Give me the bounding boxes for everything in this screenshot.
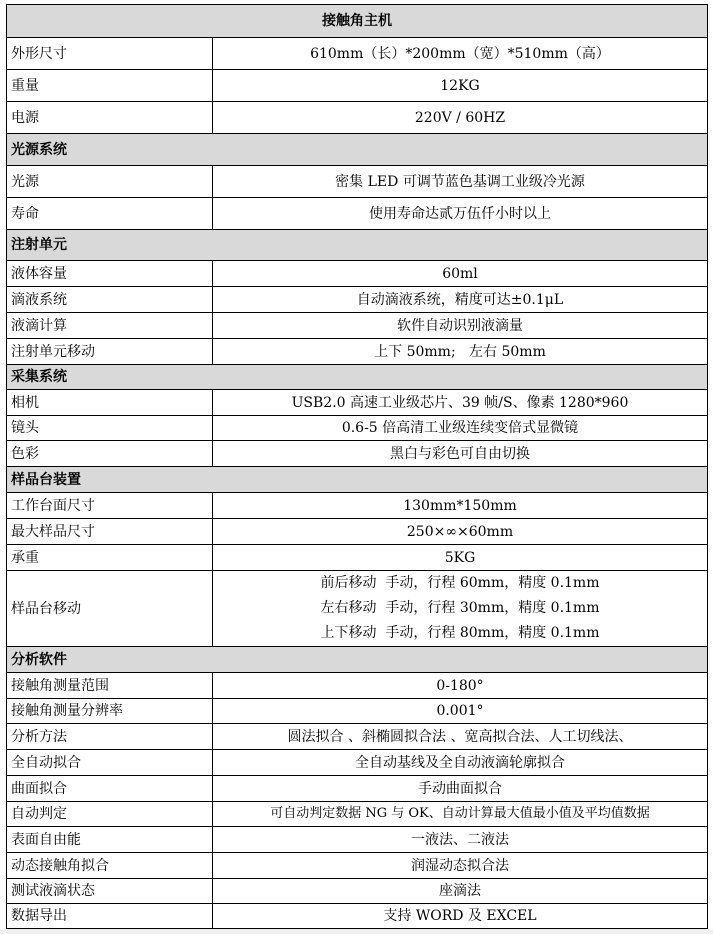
row-label: 样品台移动 (7, 571, 213, 647)
row-label: 承重 (7, 545, 213, 571)
row-label: 滴液系统 (7, 287, 213, 313)
row-label: 工作台面尺寸 (7, 493, 213, 519)
row-value: 手动曲面拟合 (213, 776, 708, 802)
table-row (7, 70, 708, 102)
table-row (7, 416, 708, 441)
movement-line: 上下移动 手动，行程 80mm，精度 0.1mm (320, 625, 600, 641)
page-bottom-edge (0, 929, 713, 934)
row-label: 自动判定 (7, 802, 213, 827)
table-row (7, 287, 708, 313)
row-value: 60ml (213, 261, 708, 287)
table-row (7, 802, 708, 827)
row-label: 接触角测量范围 (7, 673, 213, 699)
row-label: 分析方法 (7, 724, 213, 750)
row-label: 相机 (7, 390, 213, 416)
row-label: 曲面拟合 (7, 776, 213, 802)
table-row (7, 198, 708, 230)
row-label: 最大样品尺寸 (7, 519, 213, 545)
section-title: 分析软件 (7, 647, 708, 673)
section-title: 注射单元 (7, 230, 708, 261)
row-label: 重量 (7, 70, 213, 102)
row-value: 全自动基线及全自动液滴轮廓拟合 (213, 750, 708, 776)
spec-table (6, 4, 708, 929)
row-label: 光源 (7, 166, 213, 198)
row-label: 寿命 (7, 198, 213, 230)
movement-line: 前后移动 手动，行程 60mm，精度 0.1mm (320, 575, 600, 591)
row-value: 250×∞×60mm (213, 519, 708, 545)
row-label: 注射单元移动 (7, 339, 213, 365)
row-value: 上下 50mm; 左右 50mm (213, 339, 708, 365)
row-value: 黑白与彩色可自由切换 (213, 441, 708, 467)
row-label: 镜头 (7, 416, 213, 441)
row-value: 一液法、二液法 (213, 827, 708, 853)
row-value: 座滴法 (213, 879, 708, 904)
row-value: 5KG (213, 545, 708, 571)
row-value: 圆法拟合 、斜椭圆拟合法 、宽高拟合法、人工切线法、 (213, 724, 708, 750)
row-value: 可自动判定数据 NG 与 OK、自动计算最大值最小值及平均值数据 (213, 802, 708, 827)
section-header-light (7, 134, 708, 166)
section-header-stage (7, 467, 708, 493)
row-value: USB2.0 高速工业级芯片、39 帧/S、像素 1280*960 (213, 390, 708, 416)
row-value: 0-180° (213, 673, 708, 699)
table-row (7, 545, 708, 571)
row-value (213, 571, 708, 647)
table-row (7, 339, 708, 365)
section-header-software (7, 647, 708, 673)
table-title-row (7, 5, 708, 38)
table-row (7, 853, 708, 879)
table-row (7, 750, 708, 776)
row-value: 使用寿命达贰万伍仟小时以上 (213, 198, 708, 230)
table-row (7, 441, 708, 467)
section-header-acquisition (7, 365, 708, 390)
table-row (7, 699, 708, 724)
row-value: 0.001° (213, 699, 708, 724)
row-label: 动态接触角拟合 (7, 853, 213, 879)
section-title: 采集系统 (7, 365, 708, 390)
table-row (7, 879, 708, 904)
section-title: 光源系统 (7, 134, 708, 166)
table-row-stage-movement (7, 571, 708, 647)
table-row (7, 673, 708, 699)
table-row (7, 776, 708, 802)
row-label: 全自动拟合 (7, 750, 213, 776)
row-value: 610mm（长）*200mm（宽）*510mm（高） (213, 38, 708, 70)
table-row (7, 493, 708, 519)
row-label: 接触角测量分辨率 (7, 699, 213, 724)
table-row (7, 904, 708, 929)
row-value: 支持 WORD 及 EXCEL (213, 904, 708, 929)
table-title: 接触角主机 (7, 5, 708, 38)
table-row (7, 261, 708, 287)
section-title: 样品台装置 (7, 467, 708, 493)
row-label: 电源 (7, 102, 213, 134)
row-value: 12KG (213, 70, 708, 102)
row-value: 220V / 60HZ (213, 102, 708, 134)
row-value: 软件自动识别液滴量 (213, 313, 708, 339)
row-label: 表面自由能 (7, 827, 213, 853)
table-row (7, 724, 708, 750)
table-row (7, 38, 708, 70)
table-row (7, 519, 708, 545)
row-label: 液滴计算 (7, 313, 213, 339)
table-row (7, 166, 708, 198)
table-row (7, 827, 708, 853)
movement-line: 左右移动 手动，行程 30mm，精度 0.1mm (320, 600, 600, 616)
row-label: 数据导出 (7, 904, 213, 929)
row-label: 色彩 (7, 441, 213, 467)
row-label: 液体容量 (7, 261, 213, 287)
table-row (7, 390, 708, 416)
row-value: 130mm*150mm (213, 493, 708, 519)
row-value: 润湿动态拟合法 (213, 853, 708, 879)
row-value: 0.6-5 倍高清工业级连续变倍式显微镜 (213, 416, 708, 441)
row-label: 外形尺寸 (7, 38, 213, 70)
row-value: 自动滴液系统，精度可达±0.1μL (213, 287, 708, 313)
table-row (7, 102, 708, 134)
row-label: 测试液滴状态 (7, 879, 213, 904)
table-row (7, 313, 708, 339)
section-header-injection (7, 230, 708, 261)
row-value: 密集 LED 可调节蓝色基调工业级冷光源 (213, 166, 708, 198)
